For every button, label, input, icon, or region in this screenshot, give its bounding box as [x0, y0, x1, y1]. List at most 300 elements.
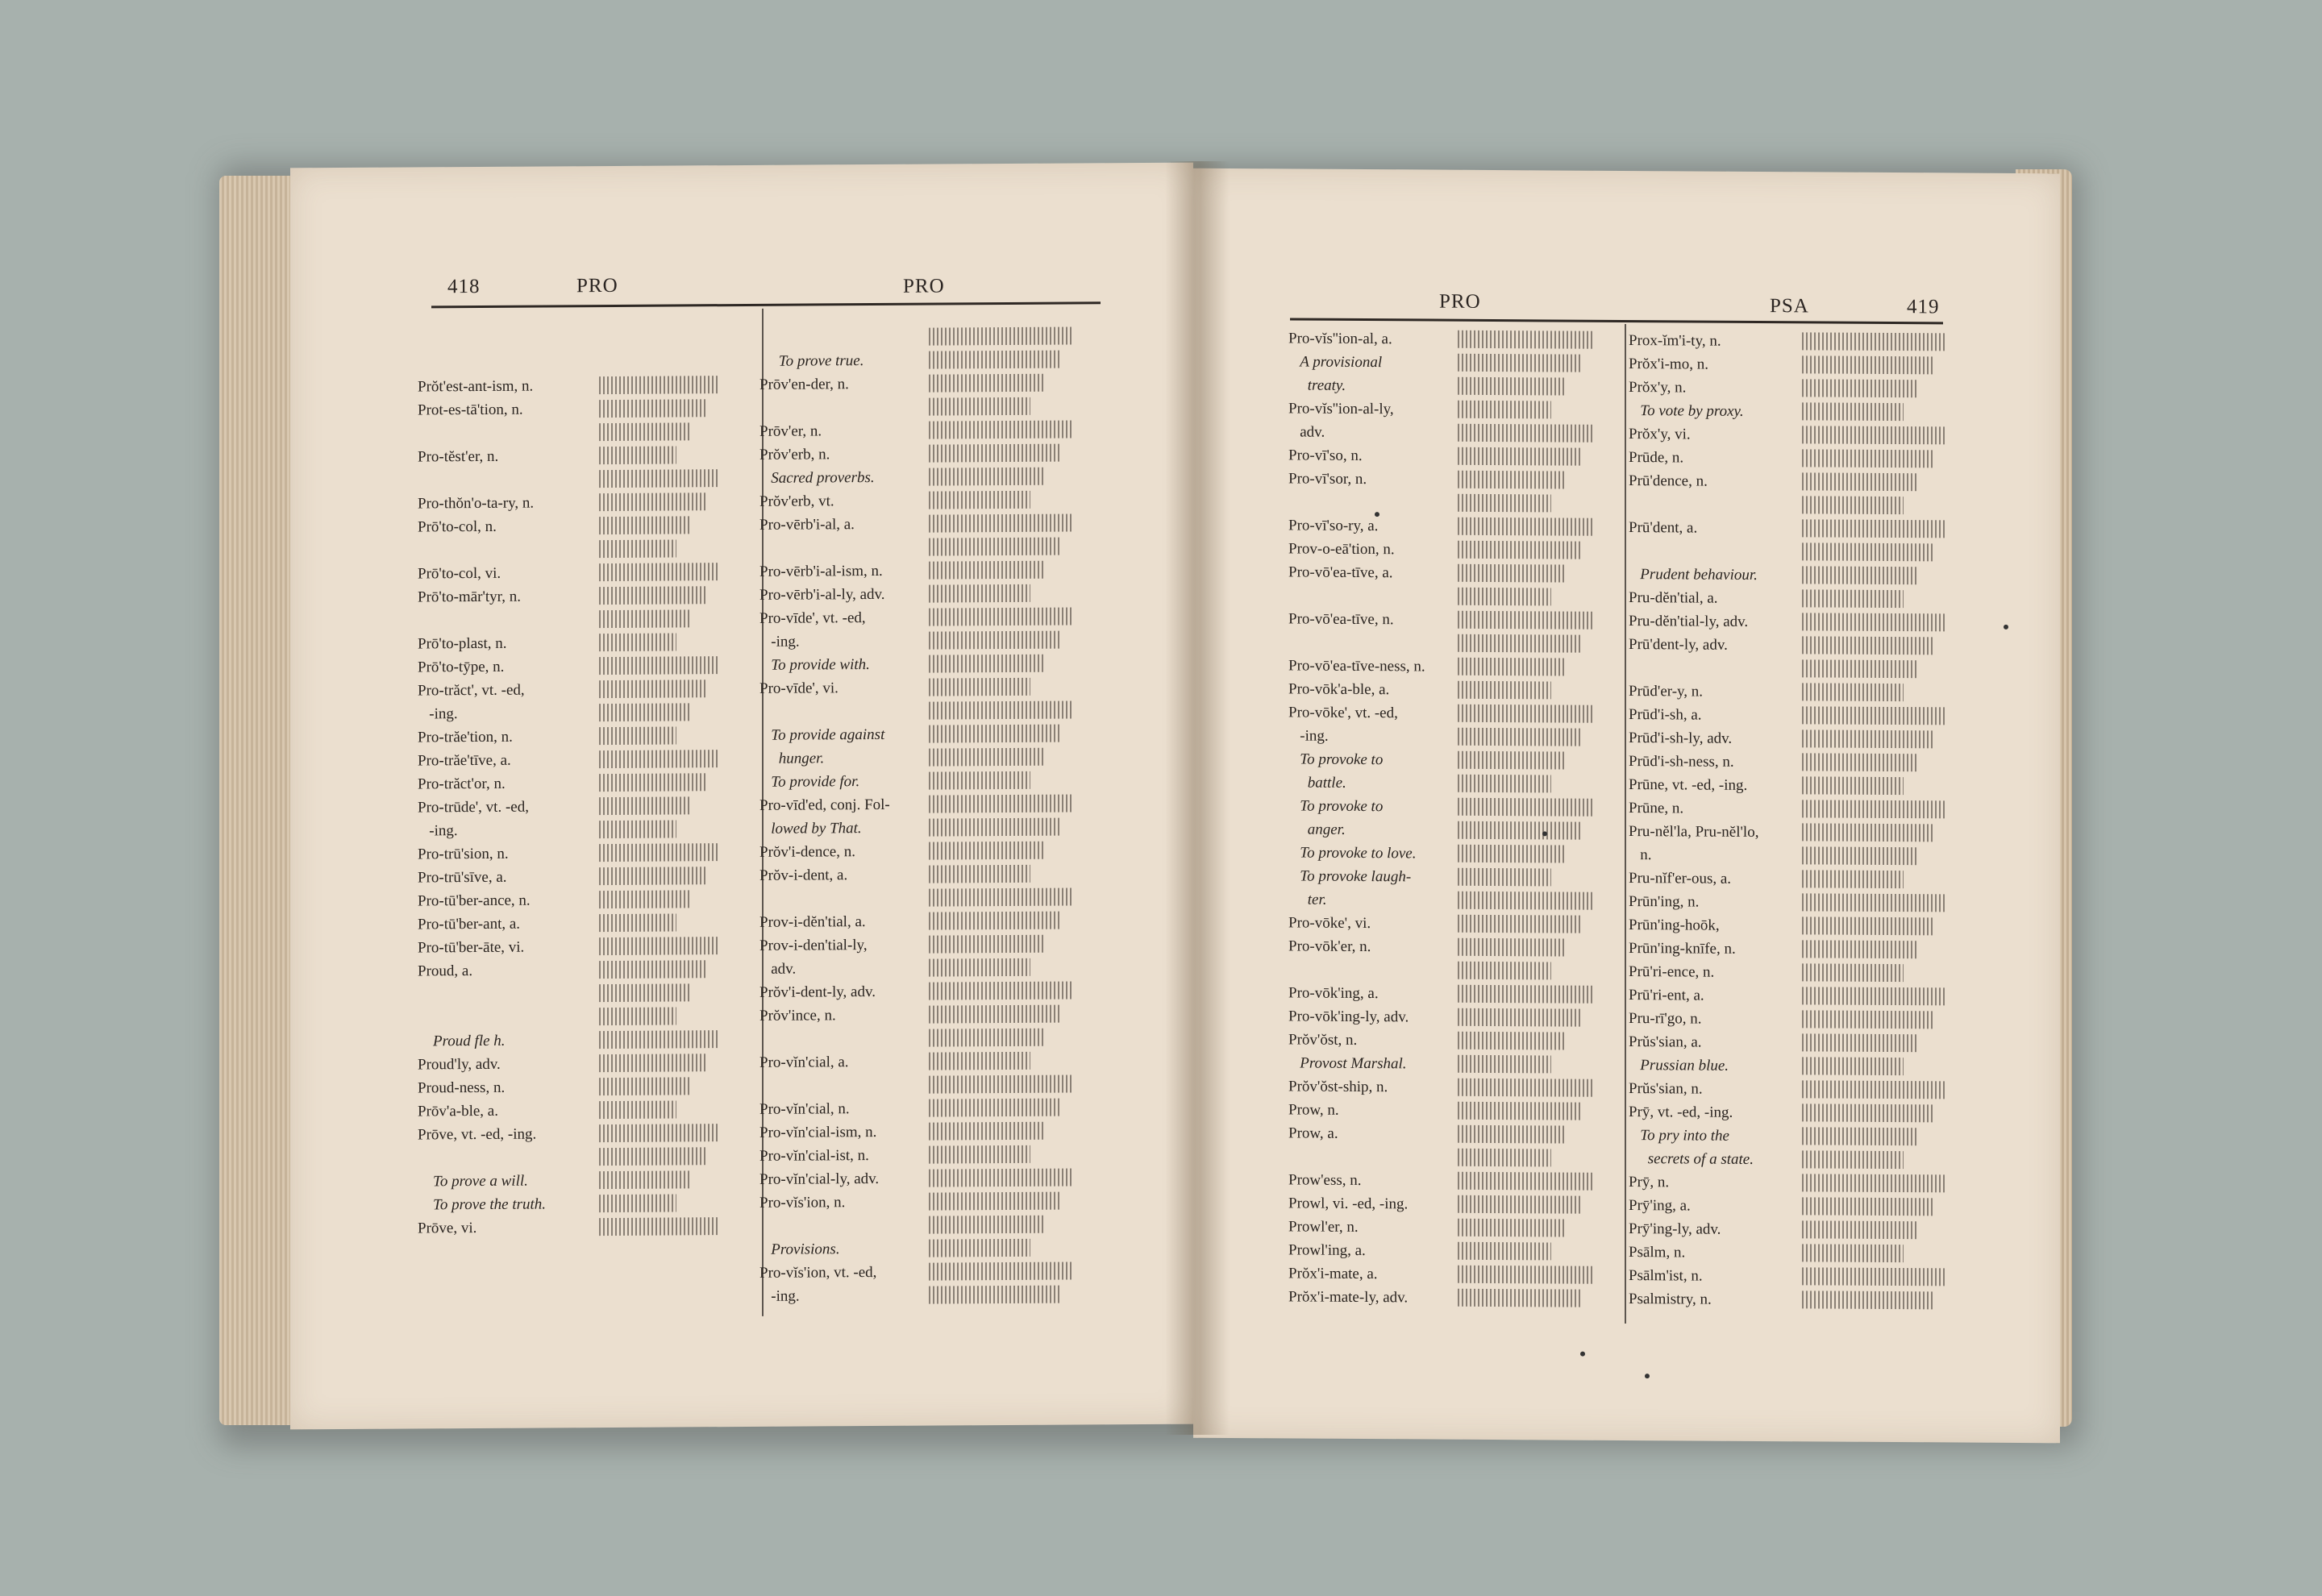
dictionary-entry — [759, 651, 1106, 677]
japanese-gloss-glyphs — [929, 818, 1059, 837]
japanese-gloss-glyphs — [1802, 402, 1904, 421]
entry-headword: Prudent behaviour. — [1629, 566, 1758, 584]
entry-headword: adv. — [759, 960, 797, 978]
dictionary-entry — [1629, 1217, 1967, 1243]
dictionary-entry — [1629, 633, 1967, 659]
entry-headword: Prowl'er, n. — [1288, 1218, 1359, 1236]
japanese-gloss-glyphs — [599, 609, 691, 628]
japanese-gloss-glyphs — [599, 773, 705, 792]
japanese-gloss-glyphs — [1458, 868, 1551, 887]
ink-speck — [1375, 512, 1379, 517]
japanese-gloss-glyphs — [1802, 1220, 1918, 1239]
dictionary-entry — [759, 1025, 1106, 1051]
entry-headword: ter. — [1288, 891, 1327, 908]
entry-headword: Sacred proverbs. — [759, 468, 875, 487]
dictionary-entry — [1288, 1285, 1623, 1311]
dictionary-entry — [418, 1051, 756, 1077]
japanese-gloss-glyphs — [599, 469, 720, 488]
dictionary-entry — [1629, 937, 1967, 962]
japanese-gloss-glyphs — [1458, 1055, 1551, 1074]
japanese-gloss-glyphs — [929, 865, 1030, 883]
japanese-gloss-glyphs — [1802, 706, 1947, 725]
japanese-gloss-glyphs — [599, 726, 676, 745]
japanese-gloss-glyphs — [599, 913, 676, 932]
japanese-gloss-glyphs — [1458, 658, 1566, 676]
japanese-gloss-glyphs — [1802, 449, 1933, 468]
japanese-gloss-glyphs — [1458, 1032, 1566, 1050]
dictionary-entry — [1629, 1170, 1967, 1196]
japanese-gloss-glyphs — [1458, 330, 1595, 349]
dictionary-entry — [1629, 1241, 1967, 1266]
japanese-gloss-glyphs — [599, 983, 691, 1002]
dictionary-entry — [1288, 607, 1623, 633]
japanese-gloss-glyphs — [1458, 985, 1595, 1004]
japanese-gloss-glyphs — [1458, 1242, 1551, 1261]
dictionary-entry — [759, 1095, 1106, 1121]
entry-headword: Prov-i-den'tial-ly, — [759, 937, 868, 954]
entry-headword: Pro-trăe'tīve, a. — [418, 751, 511, 770]
entry-headword: To prove a will. — [418, 1172, 528, 1191]
japanese-gloss-glyphs — [1458, 424, 1595, 443]
entry-headword: Pru-dĕn'tial, a. — [1629, 589, 1718, 607]
entry-headword: Prȳ'ing, a. — [1629, 1197, 1691, 1215]
entry-headword: Pro-tū'ber-āte, vi. — [418, 938, 525, 957]
dictionary-entry — [759, 628, 1106, 654]
entry-headword: Pro-vĭn'cial-ly, adv. — [759, 1170, 880, 1188]
entry-headword: -ing. — [418, 822, 458, 840]
dictionary-entry — [1629, 726, 1967, 752]
dictionary-entry — [418, 537, 756, 563]
dictionary-entry — [1288, 654, 1623, 680]
dictionary-entry — [1288, 490, 1623, 516]
dictionary-entry — [759, 394, 1106, 420]
entry-headword: Pro-vī'so, n. — [1288, 447, 1363, 464]
japanese-gloss-glyphs — [1802, 1174, 1947, 1192]
entry-headword: Prŭs'sian, n. — [1629, 1080, 1703, 1098]
entry-headword: Pru-dĕn'tial-ly, adv. — [1629, 613, 1749, 630]
dictionary-entry — [759, 955, 1106, 981]
japanese-gloss-glyphs — [1802, 542, 1933, 561]
japanese-gloss-glyphs — [1802, 379, 1918, 397]
entry-headword: Psalmistry, n. — [1629, 1291, 1712, 1308]
entry-headword: To prove the truth. — [418, 1195, 547, 1214]
dictionary-entry — [418, 467, 756, 493]
entry-headword: Prŏv'i-dent-ly, adv. — [759, 983, 876, 1001]
japanese-gloss-glyphs — [1458, 751, 1566, 770]
dictionary-entry — [1288, 560, 1623, 586]
entry-headword: Prūne, vt. -ed, -ing. — [1629, 776, 1748, 794]
dictionary-entry — [418, 420, 756, 446]
entry-headword: Pro-vĭs'ion, vt. -ed, — [759, 1263, 877, 1282]
japanese-gloss-glyphs — [1802, 589, 1904, 608]
entry-headword: Pro-vō'ea-tīve, n. — [1288, 610, 1394, 629]
entry-headword: Prox-ĭm'i-ty, n. — [1629, 332, 1721, 350]
entry-headword: -ing. — [418, 705, 458, 723]
entry-headword: Prŏv'i-dence, n. — [759, 843, 855, 861]
dictionary-entry — [418, 1121, 756, 1147]
dictionary-entry — [1288, 443, 1623, 469]
japanese-gloss-glyphs — [599, 1147, 705, 1166]
entry-headword: Prōv'er, n. — [759, 422, 822, 440]
dictionary-entry — [1288, 934, 1623, 960]
dictionary-entry — [1629, 469, 1967, 495]
dictionary-entry — [418, 911, 756, 937]
japanese-gloss-glyphs — [1458, 1079, 1595, 1097]
japanese-gloss-glyphs — [929, 1168, 1074, 1187]
dictionary-entry — [1629, 376, 1967, 401]
dictionary-entry — [418, 1098, 756, 1124]
japanese-gloss-glyphs — [599, 1170, 691, 1189]
entry-headword: Pro-trăct', vt. -ed, — [418, 681, 525, 700]
dictionary-entry — [759, 979, 1106, 1004]
entry-headword: Provost Marshal. — [1288, 1054, 1407, 1073]
entry-headword: Prowl, vi. -ed, -ing. — [1288, 1195, 1409, 1213]
dictionary-entry — [418, 397, 756, 422]
dictionary-entry — [759, 1049, 1106, 1074]
entry-headword: Prūd'er-y, n. — [1629, 683, 1704, 700]
japanese-gloss-glyphs — [1802, 613, 1947, 631]
dictionary-entry — [1288, 397, 1623, 422]
japanese-gloss-glyphs — [1802, 800, 1947, 818]
ink-speck — [1542, 831, 1547, 836]
dictionary-entry — [1629, 609, 1967, 635]
dictionary-entry — [759, 1119, 1106, 1145]
entry-headword: Pro-vĭn'cial, a. — [759, 1054, 849, 1071]
japanese-gloss-glyphs — [1802, 1010, 1933, 1029]
entry-headword: Pro-vĭn'cial-ist, n. — [759, 1147, 869, 1165]
entry-headword: -ing. — [759, 633, 800, 650]
entry-headword: Prŏx'i-mo, n. — [1629, 355, 1708, 373]
entry-headword: Proud fle h. — [418, 1032, 506, 1050]
japanese-gloss-glyphs — [599, 703, 691, 721]
japanese-gloss-glyphs — [1458, 704, 1595, 723]
dictionary-entry — [759, 721, 1106, 747]
japanese-gloss-glyphs — [1802, 426, 1947, 444]
japanese-gloss-glyphs — [1802, 355, 1933, 374]
dictionary-entry — [418, 630, 756, 656]
japanese-gloss-glyphs — [929, 771, 1030, 790]
dictionary-entry — [1288, 747, 1623, 773]
entry-headword: Prūde, n. — [1629, 449, 1684, 467]
japanese-gloss-glyphs — [599, 516, 691, 534]
dictionary-entry — [1629, 493, 1967, 518]
entry-headword: Prŭs'sian, a. — [1629, 1033, 1702, 1051]
japanese-gloss-glyphs — [1458, 1289, 1580, 1307]
dictionary-entry — [759, 324, 1106, 350]
japanese-gloss-glyphs — [1458, 1008, 1580, 1027]
entry-headword: secrets of a state. — [1629, 1150, 1754, 1168]
japanese-gloss-glyphs — [599, 937, 720, 955]
japanese-gloss-glyphs — [599, 376, 720, 394]
japanese-gloss-glyphs — [1458, 892, 1595, 910]
dictionary-entry — [759, 511, 1106, 537]
entry-headword: anger. — [1288, 821, 1346, 838]
dictionary-entry — [1288, 1098, 1623, 1124]
dictionary-entry — [418, 584, 756, 609]
dictionary-entry — [1629, 1194, 1967, 1220]
japanese-gloss-glyphs — [1458, 541, 1580, 559]
entry-headword: Prō'to-col, vi. — [418, 564, 501, 583]
entry-headword: Pro-vī'sor, n. — [1288, 470, 1367, 488]
dictionary-entry — [1288, 677, 1623, 703]
dictionary-entry — [1629, 820, 1967, 846]
entry-headword: To provide with. — [759, 656, 870, 674]
japanese-gloss-glyphs — [1802, 916, 1933, 935]
entry-headword: To provoke laugh- — [1288, 867, 1412, 886]
japanese-gloss-glyphs — [929, 1029, 1045, 1047]
dictionary-entry — [759, 441, 1106, 467]
dictionary-entry — [1629, 1077, 1967, 1103]
entry-headword: Pro-trū'sīve, a. — [418, 868, 507, 887]
dictionary-entry — [1288, 1145, 1623, 1170]
dictionary-entry — [1629, 1287, 1967, 1313]
entry-headword: Pru-rī'go, n. — [1629, 1010, 1702, 1028]
entry-headword: Pro-vĭs'ion, n. — [759, 1194, 846, 1212]
japanese-gloss-glyphs — [929, 1286, 1059, 1304]
japanese-gloss-glyphs — [1458, 728, 1580, 746]
dictionary-entry — [1629, 750, 1967, 775]
dictionary-entry — [1288, 817, 1623, 843]
page-number-left: 418 — [447, 275, 481, 298]
japanese-gloss-glyphs — [929, 958, 1030, 977]
dictionary-entry — [1629, 983, 1967, 1009]
japanese-gloss-glyphs — [599, 843, 720, 862]
japanese-gloss-glyphs — [929, 887, 1074, 906]
japanese-gloss-glyphs — [599, 1030, 720, 1049]
dictionary-entry — [759, 1189, 1106, 1215]
entry-headword: Prow, a. — [1288, 1124, 1338, 1142]
entry-headword: Prū'ri-ence, n. — [1629, 963, 1715, 981]
entry-headword: Pru-nĕl'la, Pru-nĕl'lo, — [1629, 823, 1759, 842]
book-gutter — [1165, 161, 1230, 1435]
dictionary-entry — [418, 1168, 756, 1194]
dictionary-entry — [1288, 584, 1623, 609]
running-head-right-left: PRO — [1439, 290, 1481, 313]
dictionary-entry — [418, 513, 756, 539]
dictionary-entry — [418, 1145, 756, 1170]
japanese-gloss-glyphs — [1458, 588, 1551, 606]
japanese-gloss-glyphs — [1458, 354, 1580, 372]
header-rule-right — [1290, 318, 1943, 324]
dictionary-entry — [1629, 913, 1967, 939]
dictionary-entry — [759, 464, 1106, 490]
dictionary-entry — [418, 373, 756, 399]
japanese-gloss-glyphs — [1802, 940, 1918, 958]
dictionary-entry — [418, 747, 756, 773]
entry-headword: Pro-vīde', vi. — [759, 680, 838, 697]
japanese-gloss-glyphs — [1802, 496, 1904, 514]
entry-headword: Prŏv'erb, n. — [759, 446, 830, 463]
japanese-gloss-glyphs — [599, 867, 705, 885]
entry-headword: Prōve, vt. -ed, -ing. — [418, 1125, 537, 1144]
dictionary-entry — [1288, 326, 1623, 352]
running-head-left: PRO — [576, 274, 618, 297]
entry-headword: Prot-es-tā'tion, n. — [418, 401, 523, 419]
left-page — [290, 163, 1193, 1430]
dictionary-entry — [1629, 960, 1967, 986]
japanese-gloss-glyphs — [1802, 1291, 1933, 1309]
japanese-gloss-glyphs — [1458, 845, 1566, 863]
entry-headword: Pro-vō'ea-tīve, a. — [1288, 563, 1393, 582]
entry-headword: To provoke to — [1288, 797, 1384, 816]
japanese-gloss-glyphs — [929, 538, 1059, 556]
entry-headword: Provisions. — [759, 1241, 840, 1258]
dictionary-entry — [418, 817, 756, 843]
japanese-gloss-glyphs — [1458, 564, 1566, 583]
japanese-gloss-glyphs — [929, 748, 1045, 767]
entry-headword: To provide against — [759, 725, 885, 744]
entry-headword: To provoke to love. — [1288, 844, 1417, 862]
japanese-gloss-glyphs — [1802, 566, 1918, 584]
running-head-right: PSA — [1770, 295, 1809, 318]
dictionary-entry — [759, 558, 1106, 584]
japanese-gloss-glyphs — [929, 912, 1059, 930]
dictionary-entry — [1629, 773, 1967, 799]
entry-headword: Pro-thŏn'o-ta-ry, n. — [418, 494, 535, 513]
dictionary-entry — [759, 605, 1106, 630]
dictionary-entry — [1288, 841, 1623, 867]
entry-headword: Prov-i-dĕn'tial, a. — [759, 913, 866, 931]
entry-headword: n. — [1629, 846, 1652, 864]
dictionary-entry — [1288, 630, 1623, 656]
entry-headword: lowed by That. — [759, 820, 862, 837]
japanese-gloss-glyphs — [599, 586, 705, 605]
japanese-gloss-glyphs — [1802, 472, 1918, 491]
dictionary-entry — [1288, 420, 1623, 446]
japanese-gloss-glyphs — [1458, 611, 1595, 630]
dictionary-entry — [759, 371, 1106, 397]
japanese-gloss-glyphs — [1802, 893, 1947, 912]
dictionary-entry — [1288, 513, 1623, 539]
dictionary-entry — [1629, 1100, 1967, 1126]
entry-headword: Prūn'ing-knīfe, n. — [1629, 940, 1736, 958]
japanese-gloss-glyphs — [929, 607, 1074, 626]
entry-headword: Pro-vērb'i-al-ly, adv. — [759, 585, 885, 604]
entry-headword: Psālm, n. — [1629, 1244, 1686, 1261]
japanese-gloss-glyphs — [599, 820, 676, 838]
dictionary-entry — [759, 792, 1106, 817]
japanese-gloss-glyphs — [1458, 1219, 1566, 1237]
page-number-right: 419 — [1907, 296, 1940, 318]
japanese-gloss-glyphs — [599, 750, 720, 768]
japanese-gloss-glyphs — [929, 981, 1074, 1000]
entry-headword: Prow, n. — [1288, 1101, 1339, 1119]
dictionary-entry — [1288, 794, 1623, 820]
entry-headword: Prūd'i-sh, a. — [1629, 706, 1702, 724]
entry-headword: Prȳ, vt. -ed, -ing. — [1629, 1103, 1733, 1121]
japanese-gloss-glyphs — [1458, 634, 1580, 653]
japanese-gloss-glyphs — [929, 678, 1030, 696]
dictionary-entry — [759, 838, 1106, 864]
dictionary-entry — [418, 887, 756, 913]
japanese-gloss-glyphs — [1802, 1103, 1933, 1122]
entry-headword: Pro-tū'ber-ance, n. — [418, 892, 531, 910]
dictionary-entry — [1288, 1121, 1623, 1147]
dictionary-entry — [418, 1028, 756, 1054]
japanese-gloss-glyphs — [929, 1074, 1074, 1093]
japanese-gloss-glyphs — [929, 351, 1059, 369]
entry-headword: Prōv'en-der, n. — [759, 376, 849, 393]
dictionary-entry — [1288, 771, 1623, 796]
japanese-gloss-glyphs — [1458, 915, 1580, 933]
japanese-gloss-glyphs — [1458, 681, 1551, 700]
entry-headword: Pro-vōke', vi. — [1288, 914, 1371, 933]
dictionary-entry — [418, 1074, 756, 1100]
dictionary-entry — [418, 677, 756, 703]
dictionary-entry — [759, 698, 1106, 724]
japanese-gloss-glyphs — [929, 584, 1030, 603]
dictionary-entry — [759, 1072, 1106, 1098]
dictionary-entry — [759, 815, 1106, 841]
entry-headword: To provoke to — [1288, 750, 1384, 769]
dictionary-entry — [1629, 843, 1967, 869]
dictionary-entry — [1629, 539, 1967, 565]
entry-headword: Prō'to-mār'tyr, n. — [418, 588, 521, 606]
japanese-gloss-glyphs — [599, 960, 705, 979]
dictionary-entry — [759, 581, 1106, 607]
entry-headword: Prōv'a-ble, a. — [418, 1102, 498, 1120]
japanese-gloss-glyphs — [599, 890, 691, 908]
entry-headword: Pro-vīde', vt. -ed, — [759, 609, 866, 627]
ink-speck — [2004, 625, 2008, 630]
ink-speck — [1580, 1352, 1585, 1357]
japanese-gloss-glyphs — [1458, 938, 1566, 957]
entry-headword: Pro-vērb'i-al-ism, n. — [759, 562, 883, 580]
japanese-gloss-glyphs — [1802, 776, 1904, 795]
japanese-gloss-glyphs — [599, 796, 691, 815]
dictionary-entry — [418, 560, 756, 586]
japanese-gloss-glyphs — [599, 539, 676, 558]
japanese-gloss-glyphs — [1802, 729, 1933, 748]
dictionary-entry — [418, 864, 756, 890]
entry-headword: Prowl'ing, a. — [1288, 1241, 1366, 1260]
japanese-gloss-glyphs — [1802, 519, 1947, 538]
dictionary-entry — [1629, 1030, 1967, 1056]
entry-headword: Prū'dent, a. — [1629, 519, 1698, 537]
dictionary-entry — [1629, 446, 1967, 472]
japanese-gloss-glyphs — [599, 633, 676, 651]
entry-headword: Pro-trăe'tion, n. — [418, 728, 513, 746]
dictionary-entry — [1629, 422, 1967, 448]
japanese-gloss-glyphs — [1802, 1080, 1947, 1099]
dictionary-entry — [1288, 911, 1623, 937]
japanese-gloss-glyphs — [1458, 1195, 1580, 1214]
entry-headword: Pro-vērb'i-al, a. — [759, 516, 855, 534]
entry-headword: Prŏx'i-mate, a. — [1288, 1265, 1378, 1283]
dictionary-entry — [759, 1282, 1106, 1308]
dictionary-entry — [759, 418, 1106, 443]
japanese-gloss-glyphs — [1802, 1127, 1918, 1145]
dictionary-entry — [759, 1002, 1106, 1028]
dictionary-entry — [1288, 350, 1623, 376]
japanese-gloss-glyphs — [1458, 1102, 1580, 1120]
entry-headword: adv. — [1288, 423, 1325, 441]
japanese-gloss-glyphs — [929, 513, 1074, 532]
dictionary-entry — [759, 768, 1106, 794]
japanese-gloss-glyphs — [599, 1217, 720, 1236]
entry-headword: Pro-vōk'ing-ly, adv. — [1288, 1008, 1409, 1026]
dictionary-entry — [1288, 1074, 1623, 1100]
japanese-gloss-glyphs — [599, 1124, 720, 1142]
dictionary-entry — [1288, 1168, 1623, 1194]
entry-headword: Prow'ess, n. — [1288, 1171, 1362, 1189]
dictionary-entry — [1288, 981, 1623, 1007]
right-column-2 — [1629, 329, 1967, 1313]
dictionary-entry — [1288, 700, 1623, 726]
entry-headword: Pro-vĭn'cial, n. — [759, 1100, 850, 1118]
entry-headword: Proud-ness, n. — [418, 1079, 506, 1097]
dictionary-entry — [1629, 1147, 1967, 1173]
